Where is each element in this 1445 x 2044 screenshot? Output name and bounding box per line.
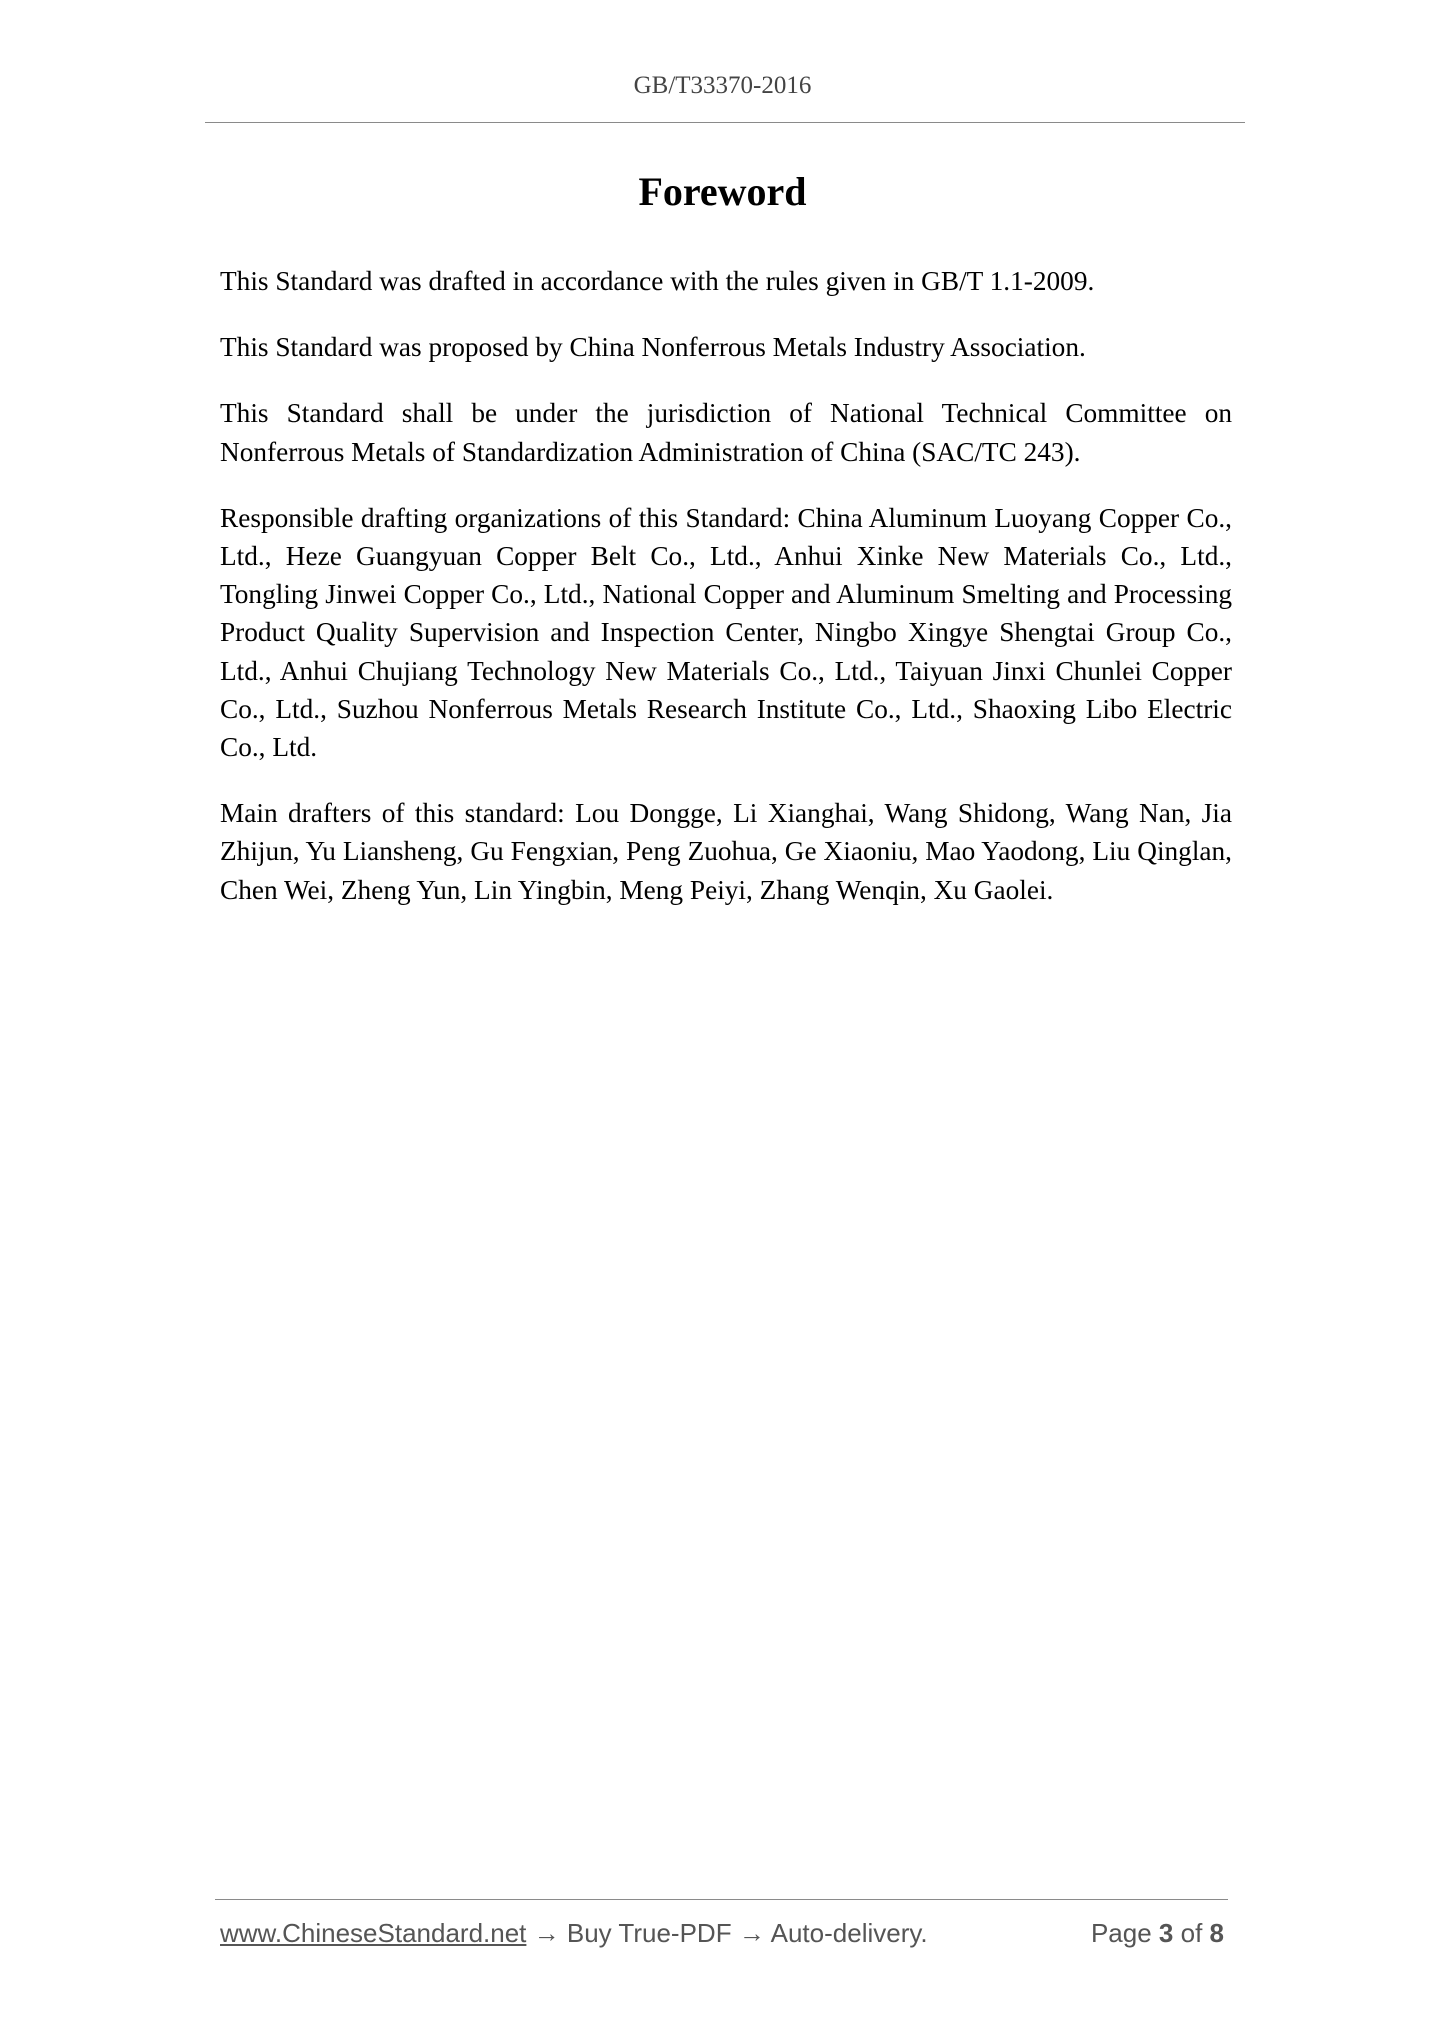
page-current: 3 <box>1158 1918 1174 1948</box>
page-label: Page <box>1090 1918 1152 1948</box>
footer-promo <box>220 1918 928 1949</box>
arrow-right-icon: → <box>738 1918 765 1948</box>
paragraph-main-drafters: Main drafters of this standard: Lou Dongge, Li Xianghai, Wang Shidong, Wang Nan, Jia Zhijun, Yu Liansheng, Gu Fengxian, Peng Zuohua, Ge Xiaoniu, Mao Yaodong, Liu Qinglan, Chen Wei, Zheng Yun, Lin Yingbin, Meng Peiyi, Zhang Wenqin, Xu Gaolei. <box>220 798 1232 905</box>
paragraph-proposer: This Standard was proposed by China Nonferrous Metals Industry Association. <box>220 332 1086 363</box>
buy-text: Buy True-PDF <box>566 1918 732 1948</box>
site-link[interactable]: www.ChineseStandard.net <box>220 1918 527 1948</box>
arrow-right-icon: → <box>533 1918 560 1948</box>
footer-divider <box>215 1899 1228 1900</box>
paragraph-drafting-organizations: Responsible drafting organizations of this Standard: China Aluminum Luoyang Copper Co., Ltd., Heze Guangyuan Copper Belt Co., Ltd., Anhui Xinke New Materials Co., Ltd., Tongling Jinwei Copper Co., Ltd., National Copper and Aluminum Smelting and Processing Product Quality Supervision and Inspection Center, Ningbo Xingye Shengtai Group Co., Ltd., Anhui Chujiang Technology New Materials Co., Ltd., Taiyuan Jinxi Chunlei Copper Co., Ltd., Suzhou Nonferrous Metals Research Institute Co., Ltd., Shaoxing Libo Electric Co., Ltd. <box>220 502 1232 763</box>
page-title: Foreword <box>638 169 807 214</box>
delivery-text: Auto-delivery. <box>770 1918 928 1948</box>
page-total: 8 <box>1209 1918 1224 1948</box>
paragraph-jurisdiction: This Standard shall be under the jurisdiction of National Technical Committee on Nonferrous Metals of Standardization Administration of China (SAC/TC 243). <box>220 398 1232 467</box>
document-code-header: GB/T33370-2016 <box>633 72 812 99</box>
of-label: of <box>1180 1918 1203 1948</box>
foreword-body <box>220 262 1232 937</box>
page-footer <box>220 1918 1224 1954</box>
header-divider <box>205 122 1245 123</box>
page-number <box>1091 1918 1224 1949</box>
paragraph-drafting-rules: This Standard was drafted in accordance with the rules given in GB/T 1.1-2009. <box>220 266 1095 296</box>
